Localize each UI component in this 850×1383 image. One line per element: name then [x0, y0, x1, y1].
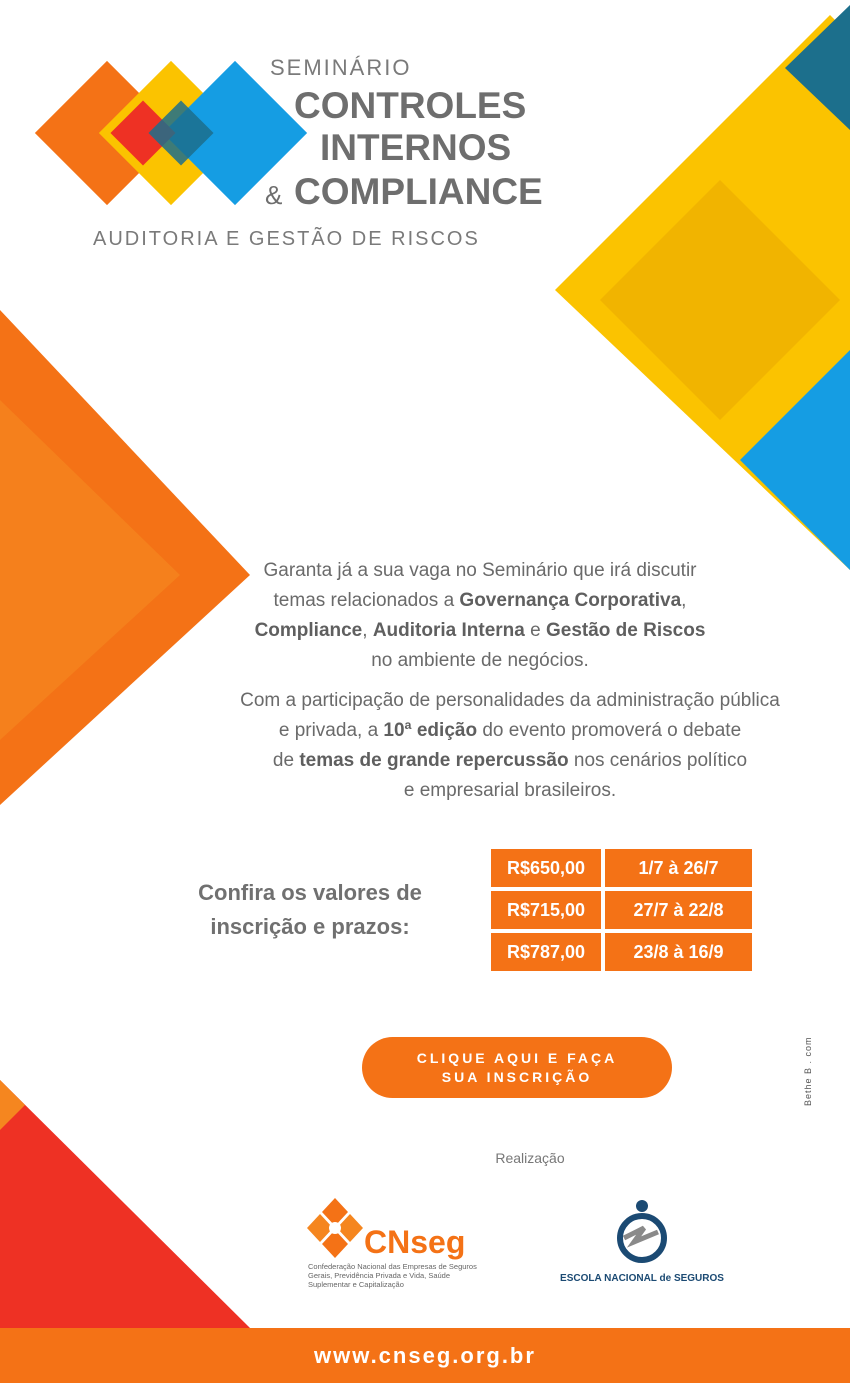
design-credit: Bethe B . com	[803, 1036, 813, 1106]
realizacao-label: Realização	[495, 1150, 565, 1166]
highlight: Gestão de Riscos	[545, 620, 706, 641]
cnseg-name: CNseg	[364, 1224, 466, 1260]
footer-url[interactable]: www.cnseg.org.br	[0, 1328, 850, 1383]
period-cell: 1/7 à 26/7	[605, 849, 752, 887]
pricing-label: Confira os valores de inscrição e prazos:	[198, 880, 422, 939]
intro-line: Compliance, Auditoria Interna e Gestão de Riscos	[254, 620, 706, 641]
deco-red-corner	[0, 1080, 250, 1328]
period-cell: 23/8 à 16/9	[605, 933, 752, 971]
highlight: Governança Corporativa	[459, 590, 682, 611]
intro-line: Garanta já a sua vaga no Seminário que irá discutir	[263, 560, 697, 581]
title-line-1: CONTROLES	[294, 85, 527, 126]
intro-paragraph-1	[200, 556, 760, 676]
cnseg-description: Confederação Nacional das Empresas de Seguros Gerais, Previdência Privada e Vida, Saúde Suplementar e Capitalização	[308, 1262, 477, 1289]
title-line-2: INTERNOS	[320, 127, 512, 168]
highlight: Auditoria Interna	[372, 620, 525, 641]
seminar-kicker: SEMINÁRIO	[270, 55, 412, 80]
ens-logo-icon	[614, 1198, 670, 1264]
highlight: temas de grande repercussão	[299, 750, 569, 771]
highlight: Compliance	[254, 620, 363, 641]
event-subtitle: AUDITORIA E GESTÃO DE RISCOS	[93, 228, 480, 250]
period-cell: 27/7 à 22/8	[605, 891, 752, 929]
intro-line: no ambiente de negócios.	[371, 650, 589, 671]
price-cell: R$787,00	[491, 933, 601, 971]
intro-line: de temas de grande repercussão nos cenários político	[272, 750, 748, 771]
intro-line: temas relacionados a Governança Corporativa,	[273, 590, 687, 611]
price-cell: R$715,00	[491, 891, 601, 929]
title-ampersand: &	[265, 180, 283, 210]
highlight: 10ª edição	[383, 720, 478, 741]
intro-line: e empresarial brasileiros.	[403, 780, 617, 801]
intro-line: e privada, a 10ª edição do evento promoverá o debate	[278, 720, 742, 741]
intro-line: Com a participação de personalidades da administração pública	[240, 690, 780, 711]
title-line-3: COMPLIANCE	[294, 171, 543, 212]
register-button[interactable]: CLIQUE AQUI E FAÇA SUA INSCRIÇÃO	[362, 1037, 672, 1098]
cnseg-logo-icon	[306, 1196, 364, 1260]
price-cell: R$650,00	[491, 849, 601, 887]
ens-name: ESCOLA NACIONAL de SEGUROS	[560, 1273, 724, 1284]
intro-paragraph-2	[200, 686, 820, 806]
